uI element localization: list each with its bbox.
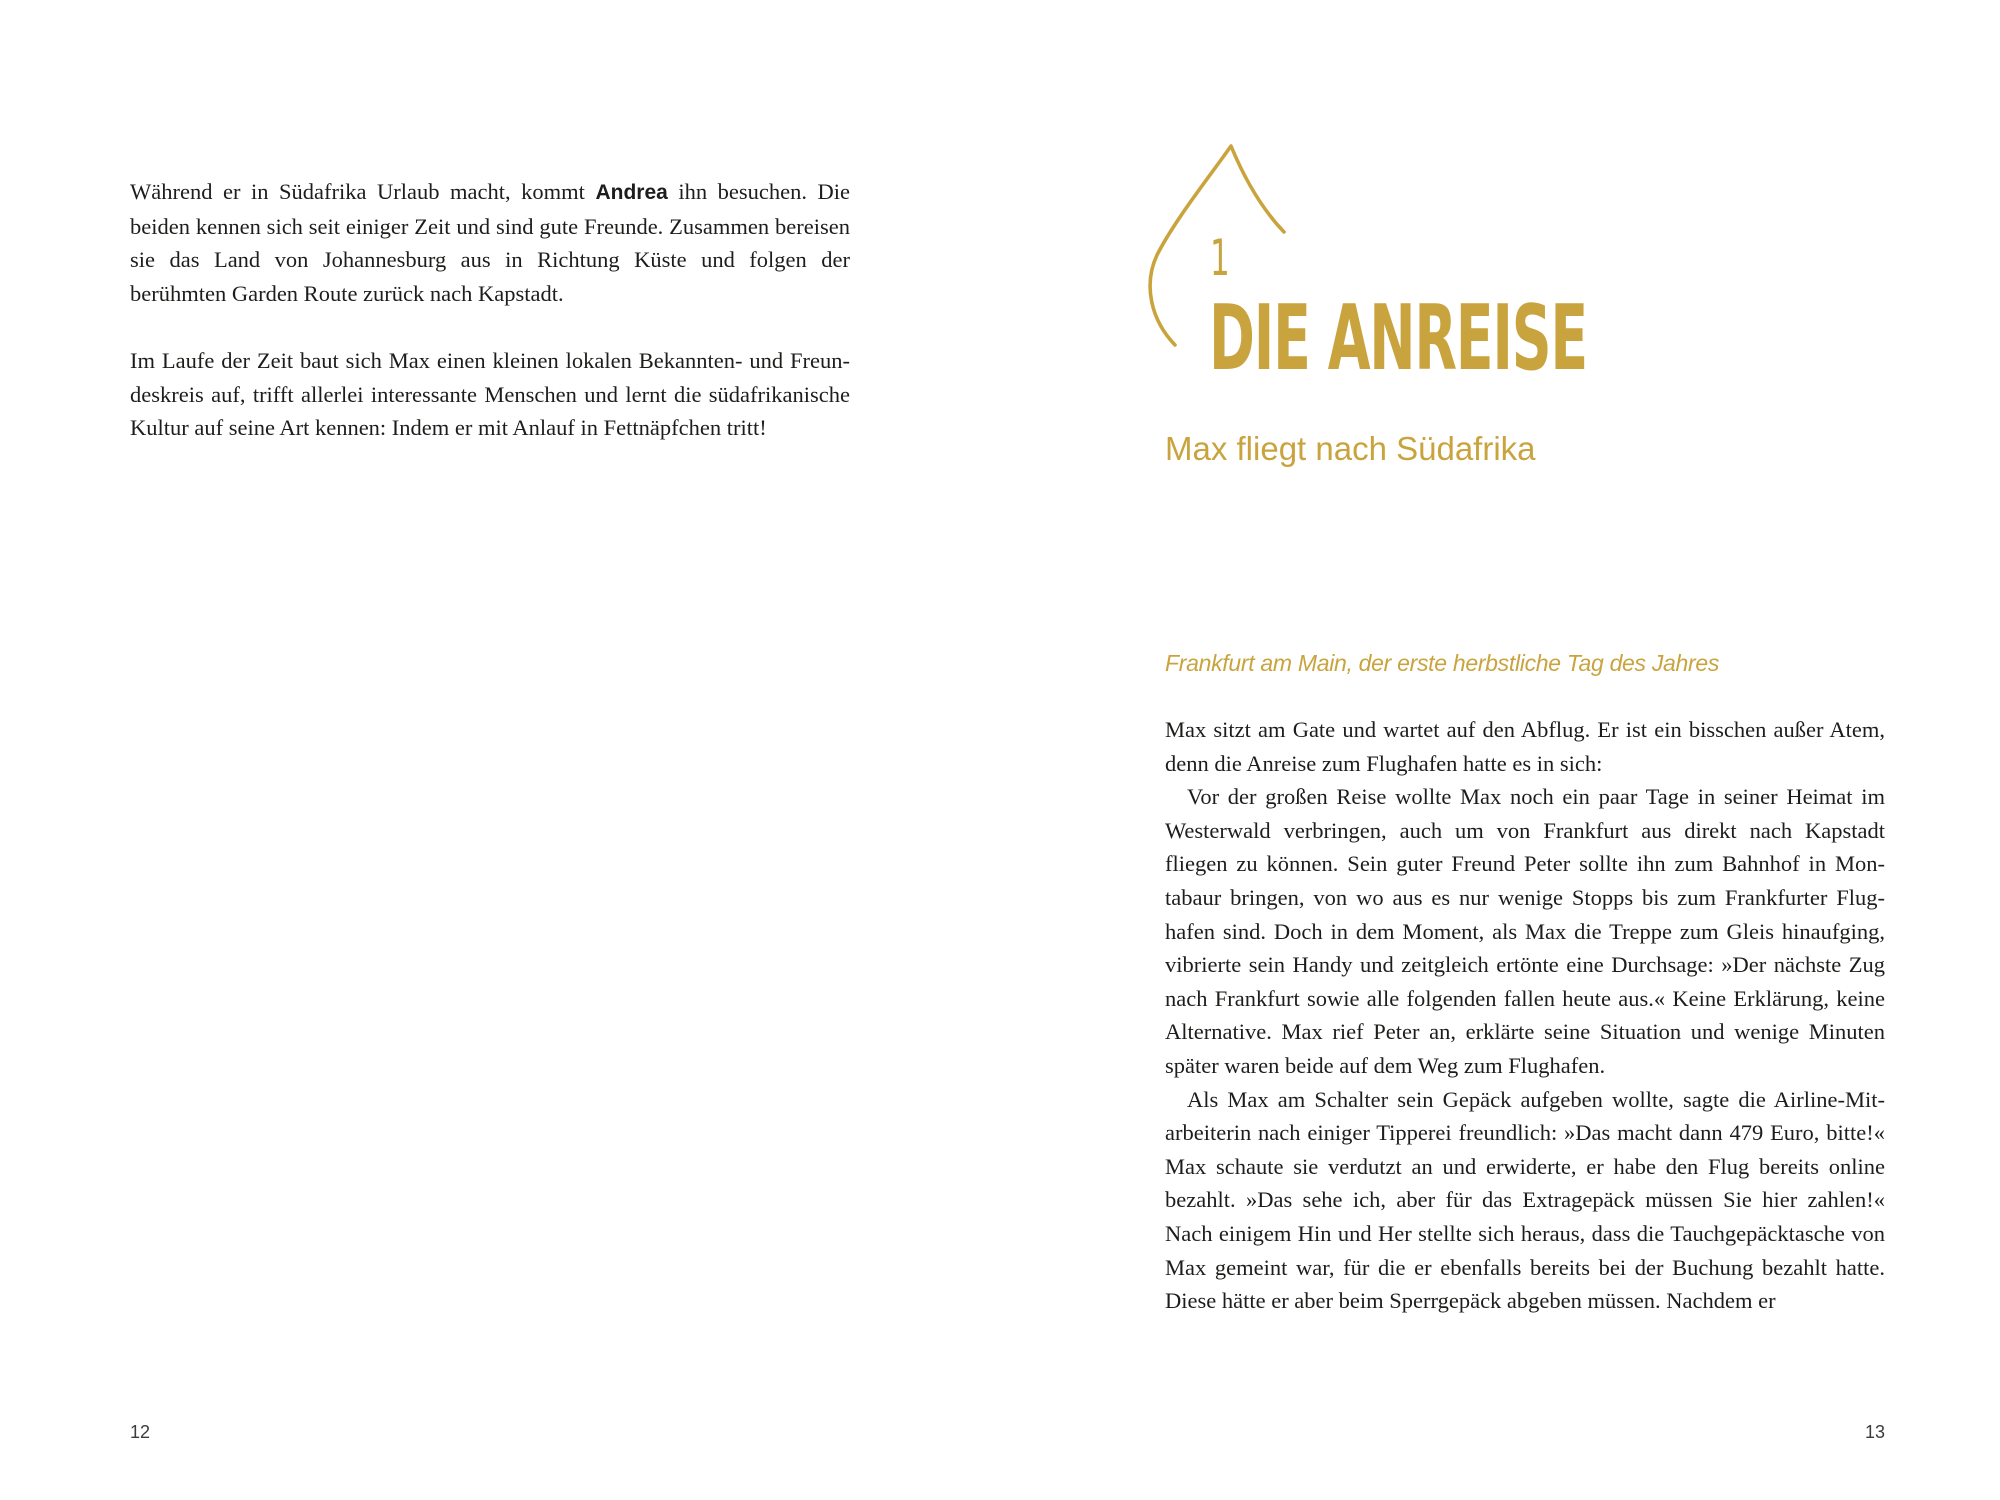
intro-text-block [130,175,850,445]
intro-paragraph-1-start: Während er in Südafrika Urlaub macht, kommt [130,179,596,204]
intro-paragraph-2: Im Laufe der Zeit baut sich Max einen kleinen lokalen Bekannten- und Freundeskreis auf, trifft allerlei interessante Menschen und lernt die südafrikanische Kultur auf seine Art kennen: Indem er mit Anlauf in Fettnäpfchen tritt! [130,347,850,441]
character-name-andrea: Andrea [595,181,668,204]
chapter-paragraph-2: Vor der großen Reise wollte Max noch ein paar Tage in seiner Heimat im Westerwald verbringen, auch um von Frankfurt aus direkt nach Kapstadt fliegen zu können. Sein guter Freund Peter sollte ihn zum Bahnhof in Montabaur bringen, von wo aus es nur wenige Stopps bis zum Frankfurter Flughafen sind. Doch in dem Moment, als Max die Treppe zum Gleis hinaufging, vibrierte sein Handy und zeitgleich ertönte eine Durchsage: »Der nächste Zug nach Frankfurt sowie alle folgenden fallen heute aus.« Keine Erklärung, keine Alternative. Max rief Peter an, erklärte seine Situation und wenige Minuten später waren beide auf dem Weg zum Flughafen. [1165,784,1885,1078]
chapter-paragraph-3: Als Max am Schalter sein Gepäck aufgeben wollte, sagte die Airline-Mitarbeiterin nach einiger Tipperei freundlich: »Das macht dann 479 Euro, bitte!« Max schaute sie verdutzt an und erwiderte, er habe den Flug bereits online bezahlt. »Das sehe ich, aber für das Extragepäck müssen Sie hier zahlen!« Nach einigem Hin und Her stellte sich heraus, dass die Tauchgepäcktasche von Max gemeint war, für die er ebenfalls bereits bei der Buchung bezahlt hatte. Diese hätte er aber beim Sperrgepäck abgeben müssen. Nachdem er [1165,1086,1885,1314]
chapter-title: DIE ANREISE [1209,286,1587,391]
page-number-left: 12 [130,1422,151,1442]
place-and-time-line: Frankfurt am Main, der erste herbstliche Tag des Jahres [1165,650,1720,676]
chapter-number: 1 [1210,229,1230,287]
chapter-paragraph-1: Max sitzt am Gate und wartet auf den Abflug. Er ist ein bisschen außer Atem, denn die Anreise zum Flughafen hatte es in sich: [1165,717,1885,776]
chapter-subtitle: Max fliegt nach Südafrika [1165,430,1536,467]
right-page [1000,0,2000,1500]
page-number-right: 13 [1864,1422,1885,1442]
intro-paragraph-1-end: ihn besuchen. Die beiden kennen sich seit einiger Zeit und sind gute Freunde. Zusammen bereisen sie das Land von Johannesburg aus in Richtung Küste und folgen der berühmten Garden Route zurück nach Kapstadt. [130,179,850,306]
chapter-text-block [1165,713,1885,1318]
intro-paragraph-1 [130,175,850,310]
